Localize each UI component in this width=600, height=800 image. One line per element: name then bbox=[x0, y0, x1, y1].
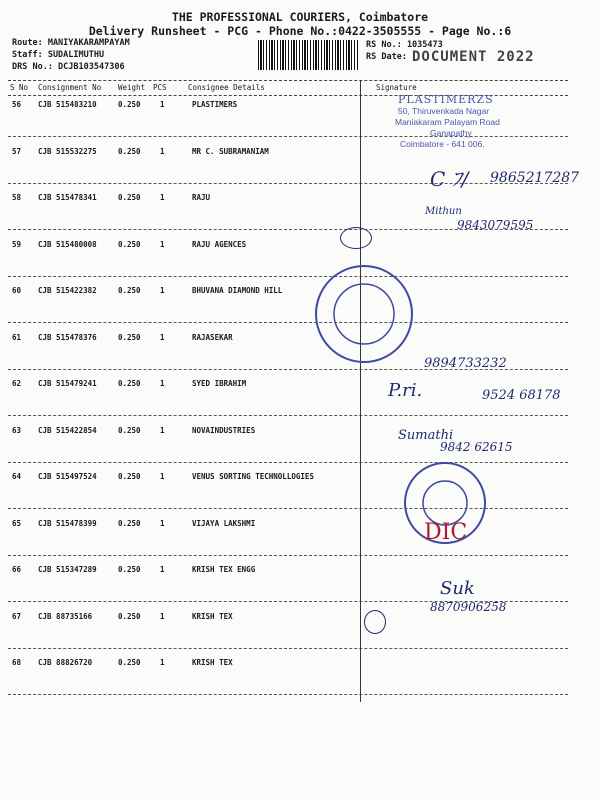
table-row bbox=[8, 286, 568, 332]
table-row bbox=[8, 147, 568, 193]
signature-63-name: Sumathi bbox=[398, 428, 454, 443]
row-consignment: CJB 515483210 bbox=[38, 100, 97, 109]
row-consignee: RAJU bbox=[192, 193, 211, 202]
row-pcs: 1 bbox=[160, 518, 165, 528]
row-divider bbox=[8, 136, 568, 137]
row-pcs: 1 bbox=[160, 379, 165, 388]
row-sno: 68 bbox=[12, 658, 22, 667]
signature-65-mark: DIC bbox=[424, 520, 468, 545]
venus-stamp-inner-ring bbox=[423, 481, 467, 525]
row-sno: 67 bbox=[12, 611, 22, 621]
row-weight: 0.250 bbox=[118, 193, 141, 202]
signature-62-phone: 9524 68178 bbox=[482, 388, 561, 403]
row-consignment: CJB 88826720 bbox=[38, 658, 93, 667]
row-pcs: 1 bbox=[160, 658, 165, 667]
row-divider bbox=[8, 415, 568, 416]
row-weight: 0.250 bbox=[118, 239, 141, 249]
row-consignee: KRISH TEX bbox=[192, 658, 233, 667]
plastimers-stamp-name: PLASTIMERZS bbox=[398, 93, 494, 106]
row-weight: 0.250 bbox=[118, 332, 141, 342]
runsheet-subtitle: Delivery Runsheet - PCG - Phone No.:0422-3505555 - Page No.:6 bbox=[88, 24, 512, 38]
plastimers-addr3: Ganapathy bbox=[430, 128, 472, 138]
signature-61-phone: 9894733232 bbox=[424, 356, 507, 371]
signature-58-phone: 9843079595 bbox=[457, 218, 534, 232]
stamp-inner-ring bbox=[334, 284, 394, 344]
row-consignment: CJB 515532275 bbox=[38, 146, 97, 156]
company-round-stamp bbox=[312, 262, 416, 366]
row-divider bbox=[8, 276, 568, 277]
row-weight: 0.250 bbox=[118, 379, 141, 388]
row-consignment: CJB 515422382 bbox=[38, 286, 97, 295]
row-sno: 60 bbox=[12, 286, 22, 295]
row-weight: 0.250 bbox=[118, 472, 141, 481]
rs-number: RS No.: 1035473 bbox=[366, 40, 443, 50]
col-consignee: Consignee Details bbox=[188, 83, 265, 92]
row-sno: 56 bbox=[12, 100, 22, 109]
row-consignee: SYED IBRAHIM bbox=[192, 379, 247, 388]
row-pcs: 1 bbox=[160, 332, 165, 342]
row-sno: 58 bbox=[12, 193, 22, 202]
row-pcs: 1 bbox=[160, 611, 165, 621]
row-sno: 57 bbox=[12, 146, 22, 156]
drs-number: DRS No.: DCJB103547306 bbox=[12, 62, 125, 72]
row-consignee: RAJASEKAR bbox=[192, 332, 233, 342]
table-row bbox=[8, 193, 568, 239]
row-sno: 62 bbox=[12, 379, 22, 388]
row-consignment: CJB 515478399 bbox=[38, 518, 97, 528]
row-consignment: CJB 515480008 bbox=[38, 239, 97, 249]
stamp-outer-ring bbox=[316, 266, 412, 362]
row-sno: 66 bbox=[12, 565, 22, 574]
row-consignee: RAJU AGENCES bbox=[192, 239, 247, 249]
col-consignment: Consignment No bbox=[38, 83, 102, 92]
signature-58-name: Mithun bbox=[425, 206, 462, 217]
col-weight: Weight bbox=[118, 83, 146, 92]
table-row bbox=[8, 240, 568, 286]
row-weight: 0.250 bbox=[118, 100, 141, 109]
row-pcs: 1 bbox=[160, 239, 165, 249]
signature-59-mark bbox=[340, 227, 372, 249]
row-divider bbox=[8, 694, 568, 695]
row-divider bbox=[8, 555, 568, 556]
row-weight: 0.250 bbox=[118, 565, 141, 574]
row-consignment: CJB 515478341 bbox=[38, 193, 97, 202]
row-sno: 59 bbox=[12, 239, 22, 249]
route: Route: MANIYAKARAMPAYAM bbox=[12, 38, 130, 48]
row-sno: 65 bbox=[12, 518, 22, 528]
plastimers-addr4: Coimbatore - 641 006. bbox=[400, 139, 485, 149]
col-pcs: PCS bbox=[153, 83, 167, 92]
signature-62-mark: P.ri. bbox=[388, 380, 423, 401]
row-pcs: 1 bbox=[160, 565, 165, 574]
row-weight: 0.250 bbox=[118, 611, 141, 621]
staff: Staff: SUDALIMUTHU bbox=[12, 50, 105, 60]
row-weight: 0.250 bbox=[118, 658, 141, 667]
row-weight: 0.250 bbox=[118, 518, 141, 528]
row-sno: 63 bbox=[12, 425, 22, 435]
row-consignment: CJB 515478376 bbox=[38, 332, 97, 342]
rs-date: RS Date: bbox=[366, 52, 407, 62]
plastimers-addr2: Maniakaram Palayam Road bbox=[395, 117, 500, 127]
row-pcs: 1 bbox=[160, 146, 165, 156]
row-consignee: KRISH TEX ENGG bbox=[192, 565, 256, 574]
signature-66-phone: 8870906258 bbox=[430, 600, 507, 614]
col-sno: S No bbox=[10, 83, 29, 92]
plastimers-addr1: 50, Thiruvenkada Nagar bbox=[398, 106, 490, 116]
signature-57-phone: 9865217287 bbox=[490, 170, 580, 186]
row-divider bbox=[8, 183, 568, 184]
row-weight: 0.250 bbox=[118, 425, 141, 435]
table-row bbox=[8, 658, 568, 704]
row-consignment: CJB 515422854 bbox=[38, 425, 97, 435]
row-pcs: 1 bbox=[160, 100, 165, 109]
company-title: THE PROFESSIONAL COURIERS, Coimbatore bbox=[171, 10, 429, 24]
signature-63-phone: 9842 62615 bbox=[440, 440, 513, 454]
table-row bbox=[8, 612, 568, 658]
row-consignment: CJB 88735166 bbox=[38, 611, 93, 621]
row-consignee: BHUVANA DIAMOND HILL bbox=[192, 286, 283, 295]
row-divider bbox=[8, 322, 568, 323]
row-pcs: 1 bbox=[160, 425, 165, 435]
row-consignment: CJB 515347289 bbox=[38, 565, 97, 574]
row-pcs: 1 bbox=[160, 286, 165, 295]
row-sno: 64 bbox=[12, 472, 22, 481]
row-sno: 61 bbox=[12, 332, 22, 342]
row-weight: 0.250 bbox=[118, 146, 141, 156]
row-consignee: PLASTIMERS bbox=[192, 100, 238, 109]
row-consignee: VENUS SORTING TECHNOLLOGIES bbox=[192, 472, 314, 481]
signature-divider bbox=[360, 80, 361, 702]
signature-66-mark: Suk bbox=[440, 578, 475, 599]
signature-67-mark bbox=[364, 610, 386, 634]
row-consignee: MR C. SUBRAMANIAM bbox=[192, 146, 269, 156]
row-consignee: NOVAINDUSTRIES bbox=[192, 425, 256, 435]
row-consignment: CJB 515479241 bbox=[38, 379, 97, 388]
row-divider bbox=[8, 648, 568, 649]
row-consignee: KRISH TEX bbox=[192, 611, 233, 621]
document-stamp: DOCUMENT 2022 bbox=[412, 49, 535, 65]
row-consignee: VIJAYA LAKSHMI bbox=[192, 518, 256, 528]
row-weight: 0.250 bbox=[118, 286, 141, 295]
row-consignment: CJB 515497524 bbox=[38, 472, 97, 481]
row-pcs: 1 bbox=[160, 193, 165, 202]
col-signature: Signature bbox=[376, 83, 417, 92]
barcode bbox=[258, 40, 358, 70]
row-pcs: 1 bbox=[160, 472, 165, 481]
signature-57-mark: C ﾌ/ bbox=[430, 167, 469, 191]
